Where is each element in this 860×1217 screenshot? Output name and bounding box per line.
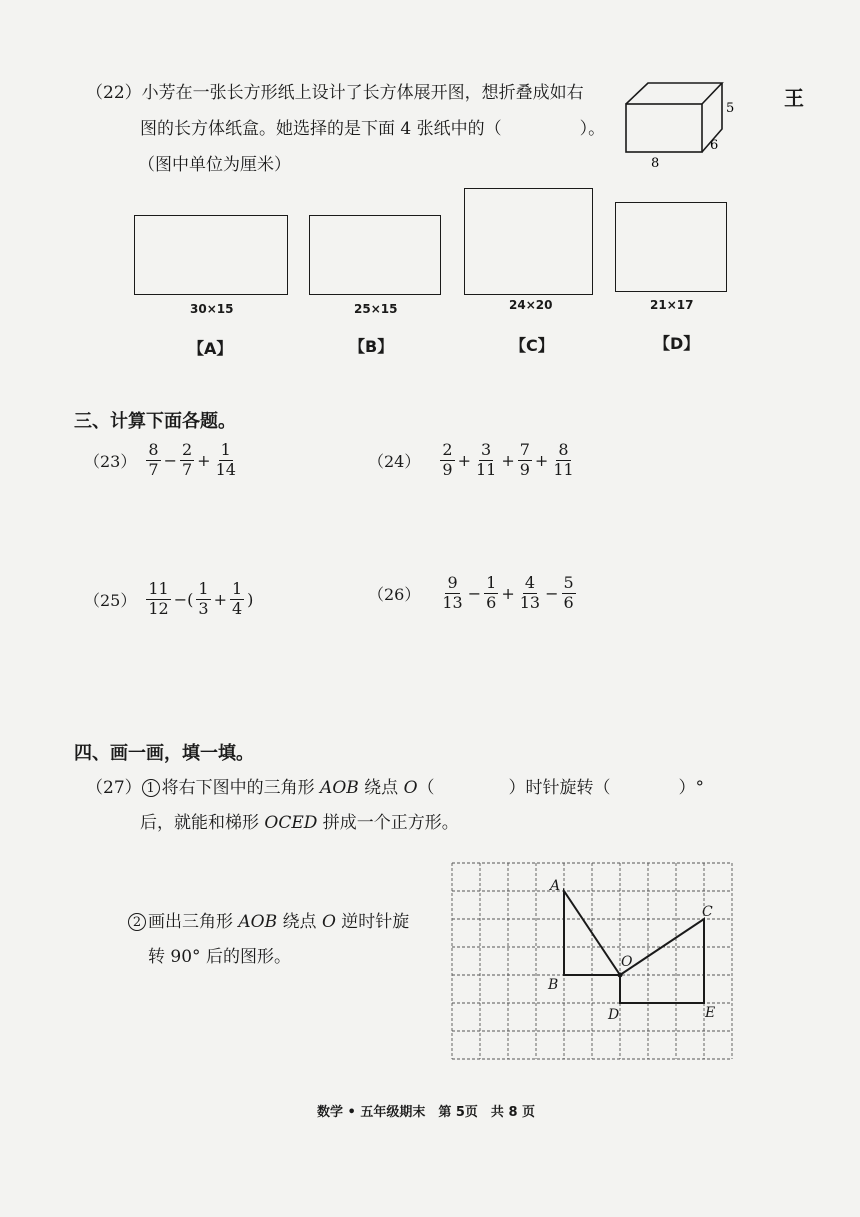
circled-1-icon: 1: [142, 779, 160, 797]
paper-a: [134, 215, 288, 295]
paper-b-size: 25×15: [354, 302, 398, 316]
q25-number: （25）: [84, 590, 137, 610]
label-c: C: [702, 904, 713, 920]
q27-number: （27）: [86, 778, 142, 798]
q24-frac4: $\frac{8}{11}$: [553, 440, 574, 479]
label-o: O: [621, 954, 633, 970]
q26-number: （26）: [368, 584, 421, 604]
q26-frac4: $\frac{5}{6}$: [563, 573, 574, 612]
cuboid-width: 6: [710, 138, 719, 153]
q23-frac2: $\frac{2}{7}$: [181, 440, 193, 479]
q26-op2: +: [501, 583, 515, 603]
page-footer: 数学 • 五年级期末 第 5页 共 8 页: [317, 1105, 536, 1120]
paper-c: [464, 188, 593, 295]
paper-d-size: 21×17: [650, 298, 694, 312]
edge-glyph: 王: [784, 86, 804, 110]
q24-expression: [368, 442, 578, 479]
q26-frac1: $\frac{9}{13}$: [442, 573, 463, 612]
q26-op1: −: [467, 583, 482, 603]
label-b: B: [548, 977, 559, 993]
point-o: [618, 973, 623, 978]
label-a: A: [550, 878, 561, 894]
q23-op1: −: [163, 450, 177, 470]
q27-part2-line1: 2 画出三角形 AOB 绕点 O 逆时针旋: [128, 913, 409, 931]
q25-frac2: $\frac{1}{3}$: [198, 579, 209, 618]
q25-expression: [84, 581, 254, 618]
choice-a[interactable]: 【A】: [188, 339, 233, 358]
q27-part1-line2: 后，就能和梯形 OCED 拼成一个正方形。: [140, 813, 459, 833]
rotation-grid-figure[interactable]: [446, 858, 738, 1064]
q26-frac2: $\frac{1}{6}$: [486, 573, 497, 612]
q24-frac2: $\frac{3}{11}$: [475, 440, 497, 479]
q22-line1: （22）小芳在一张长方形纸上设计了长方体展开图，想折叠成如右: [86, 83, 584, 103]
q27-part2-line2: 转 90° 后的图形。: [148, 947, 291, 967]
q23-number: （23）: [84, 451, 137, 471]
choice-b[interactable]: 【B】: [349, 337, 394, 356]
q27-part1-line1: （27） 1 将右下图中的三角形 AOB 绕点 O（ ）时针旋转（ ）°: [86, 778, 705, 798]
q25-close-paren: ): [247, 589, 254, 609]
q26-expression: [368, 575, 578, 612]
paper-d: [615, 202, 727, 292]
q24-op3: +: [534, 450, 549, 470]
cuboid-height: 5: [726, 101, 735, 116]
q24-frac3: $\frac{7}{9}$: [519, 440, 530, 479]
q26-frac3: $\frac{4}{13}$: [519, 573, 541, 612]
q25-frac1: $\frac{11}{12}$: [148, 579, 169, 618]
paper-b: [309, 215, 441, 295]
q23-op2: +: [197, 450, 211, 470]
cuboid-length: 8: [651, 156, 660, 171]
q25-frac3: $\frac{1}{4}$: [231, 579, 243, 618]
trapezoid-oced: [620, 919, 704, 1003]
circled-2-icon: 2: [128, 913, 146, 931]
q25-op1: −(: [173, 589, 194, 609]
section4-title: 四、画一画，填一填。: [74, 743, 254, 764]
section3-title: 三、计算下面各题。: [74, 411, 236, 432]
paper-c-size: 24×20: [509, 298, 553, 312]
q22-line2: 图的长方体纸盒。她选择的是下面 4 张纸中的（ ）。: [140, 119, 606, 139]
paper-a-size: 30×15: [190, 302, 234, 316]
cuboid-figure: [618, 76, 738, 176]
q24-frac1: $\frac{2}{9}$: [442, 440, 453, 479]
label-e: E: [705, 1005, 716, 1021]
q22-unit-note: （图中单位为厘米）: [138, 155, 291, 175]
q24-number: （24）: [368, 451, 421, 471]
q26-op3: −: [545, 583, 559, 603]
q23-expression: [84, 442, 240, 479]
q24-op2: +: [501, 450, 515, 470]
q25-op2: +: [213, 589, 227, 609]
q23-frac3: $\frac{1}{14}$: [215, 440, 236, 479]
q24-op1: +: [457, 450, 471, 470]
label-d: D: [608, 1007, 620, 1023]
choice-d[interactable]: 【D】: [654, 334, 700, 353]
q23-frac1: $\frac{8}{7}$: [148, 440, 159, 479]
choice-c[interactable]: 【C】: [510, 336, 554, 355]
